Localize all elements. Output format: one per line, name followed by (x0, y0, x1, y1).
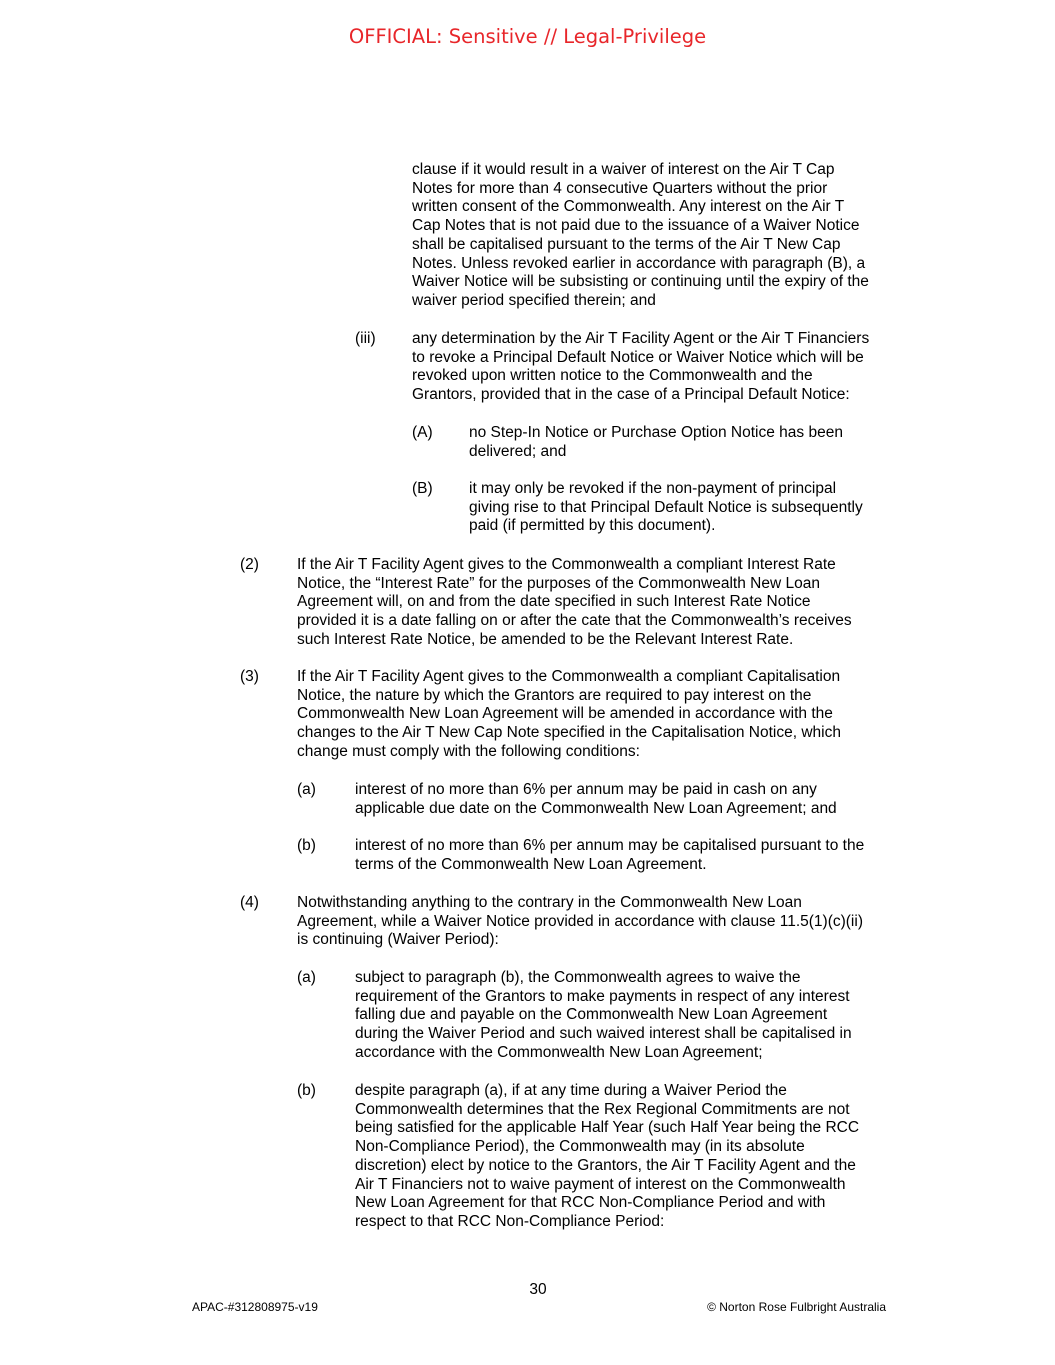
text-line: Waiver Notice will be subsisting or continuing until the expiry of the (412, 273, 869, 291)
text-line: Commonwealth New Loan Agreement will be amended in accordance with the (297, 705, 833, 723)
text-line: Commonwealth determines that the Rex Regional Commitments are not (355, 1100, 850, 1118)
text-line: respect to that RCC Non-Compliance Period: (355, 1212, 665, 1230)
document-id: APAC-#312808975-v19 (192, 1300, 318, 1314)
text-line: despite paragraph (a), if at any time during a Waiver Period the (355, 1082, 787, 1099)
text-line: waiver period specified therein; and (412, 291, 656, 309)
text-line: Notwithstanding anything to the contrary in the Commonwealth New Loan (297, 894, 802, 911)
text-line: Non-Compliance Period), the Commonwealth may (in its absolute (355, 1138, 805, 1156)
text-line: such Interest Rate Notice, be amended to be the Relevant Interest Rate. (297, 630, 794, 648)
text-line: terms of the Commonwealth New Loan Agreement. (355, 855, 707, 873)
text-line: Air T Financiers not to waive payment of interest on the Commonwealth (355, 1175, 846, 1193)
clause-number-A: (A) (412, 424, 433, 441)
text-line: it may only be revoked if the non-payment of principal (469, 480, 837, 497)
text-line: subject to paragraph (b), the Commonwealth agrees to waive the (355, 969, 801, 986)
text-line: interest of no more than 6% per annum may be capitalised pursuant to the (355, 837, 865, 854)
clause-number-3: (3) (240, 668, 259, 685)
text-line: If the Air T Facility Agent gives to the Commonwealth a compliant Interest Rate (297, 556, 836, 573)
clause-A-text (469, 424, 843, 461)
text-line: applicable due date on the Commonwealth New Loan Agreement; and (355, 799, 837, 817)
text-line: delivered; and (469, 442, 567, 460)
text-line: is continuing (Waiver Period): (297, 931, 499, 949)
text-line: being satisfied for the applicable Half Year (such Half Year being the RCC (355, 1119, 860, 1137)
text-line: revoked upon written notice to the Commonwealth and the (412, 367, 813, 385)
text-line: clause if it would result in a waiver of interest on the Air T Cap (412, 161, 835, 178)
clause-3a-text (355, 781, 837, 818)
clause-number-4b: (b) (297, 1082, 316, 1099)
clause-number-iii: (iii) (355, 330, 376, 347)
text-line: Grantors, provided that in the case of a Principal Default Notice: (412, 386, 850, 404)
page-number: 30 (529, 1281, 547, 1298)
text-line: accordance with the Commonwealth New Loan Agreement; (355, 1043, 763, 1061)
text-line: falling due and payable on the Commonwealth New Loan Agreement (355, 1006, 828, 1024)
text-line: Notes for more than 4 consecutive Quarters without the prior (412, 179, 828, 197)
clause-4a-text (355, 969, 852, 1063)
text-line: Agreement will, on and from the date specified in such Interest Rate Notice (297, 593, 811, 611)
clause-4-text (297, 894, 863, 950)
text-line: Notice, the “Interest Rate” for the purposes of the Commonwealth New Loan (297, 574, 820, 592)
text-line: any determination by the Air T Facility Agent or the Air T Financiers (412, 330, 870, 347)
text-line: changes to the Air T New Cap Note specified in the Capitalisation Notice, which (297, 724, 841, 742)
clause-number-3b: (b) (297, 837, 316, 854)
text-line: Notice, the nature by which the Grantors are required to pay interest on the (297, 686, 812, 704)
clause-4b-text (355, 1082, 859, 1232)
text-line: provided it is a date falling on or after the cate that the Commonwealth’s receives (297, 612, 852, 630)
clause-number-B: (B) (412, 480, 433, 497)
text-line: to revoke a Principal Default Notice or Waiver Notice which will be (412, 348, 864, 366)
text-line: Notes. Unless revoked earlier in accordance with paragraph (B), a (412, 254, 866, 272)
clause-number-3a: (a) (297, 781, 316, 798)
clause-B-text (469, 480, 863, 536)
text-line: New Loan Agreement for that RCC Non-Compliance Period and with (355, 1194, 826, 1212)
text-line: no Step-In Notice or Purchase Option Notice has been (469, 424, 843, 441)
text-line: paid (if permitted by this document). (469, 517, 716, 535)
text-line: written consent of the Commonwealth. Any interest on the Air T (412, 198, 845, 216)
continued-paragraph (412, 161, 869, 311)
text-line: requirement of the Grantors to make payments in respect of any interest (355, 987, 850, 1005)
clause-number-2: (2) (240, 556, 259, 573)
text-line: Cap Notes that is not paid due to the issuance of a Waiver Notice (412, 217, 860, 235)
text-line: giving rise to that Principal Default Notice is subsequently (469, 498, 863, 516)
clause-3b-text (355, 837, 864, 874)
clause-number-4a: (a) (297, 969, 316, 986)
text-line: shall be capitalised pursuant to the terms of the Air T New Cap (412, 235, 841, 253)
clause-number-4: (4) (240, 894, 259, 911)
text-line: interest of no more than 6% per annum may be paid in cash on any (355, 781, 817, 798)
text-line: change must comply with the following conditions: (297, 742, 640, 760)
clause-3-text (297, 668, 841, 762)
clause-iii-text (412, 330, 869, 405)
text-line: If the Air T Facility Agent gives to the Commonwealth a compliant Capitalisation (297, 668, 841, 685)
clause-2-text (297, 556, 852, 650)
text-line: during the Waiver Period and such waived interest shall be capitalised in (355, 1025, 852, 1043)
classification-header: OFFICIAL: Sensitive // Legal-Privilege (348, 25, 707, 48)
copyright-notice: © Norton Rose Fulbright Australia (707, 1300, 886, 1314)
text-line: Agreement, while a Waiver Notice provided in accordance with clause 11.5(1)(c)(ii) (297, 912, 863, 930)
text-line: discretion) elect by notice to the Grantors, the Air T Facility Agent and the (355, 1156, 856, 1174)
